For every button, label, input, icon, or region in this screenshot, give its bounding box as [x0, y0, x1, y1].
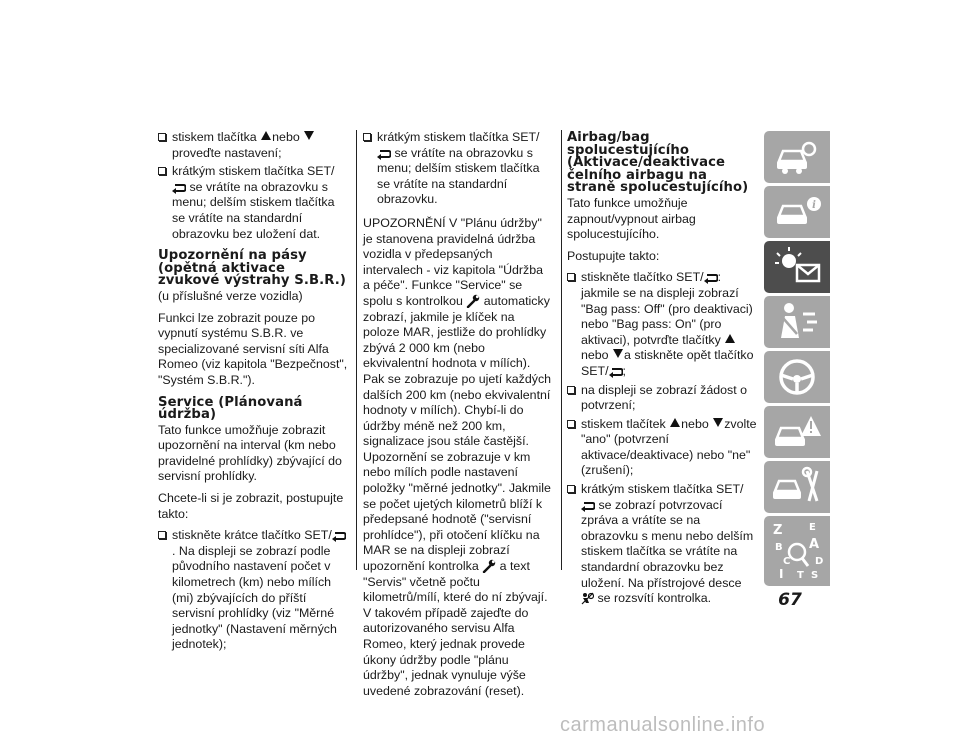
- text: stiskněte krátce tlačítko SET/: [172, 528, 332, 543]
- svg-text:Z: Z: [773, 523, 783, 538]
- list-item: krátkým stiskem tlačítka SET/ se zobrazí potvrzovací zpráva a vrátíte se na obrazovku s menu nebo delším stiskem tlačítka se vrátíte na standardní obrazovku bez uložení. Na přístrojové desce se rozsvítí kontrolka.: [567, 482, 757, 607]
- paragraph: Postupujte takto:: [567, 248, 660, 263]
- car-service-icon: [771, 465, 823, 509]
- svg-text:S: S: [811, 570, 819, 581]
- paragraph-notice: UPOZORNĚNÍ V "Plánu údržby" je stanovena pravidelná údržba vozidla v předepsaných intervalech - viz kapitola "Údržba a péče". Funkce "Service" se spolu s kontrolkou automaticky zobrazí, jakmile je klíček na poloze MAR, jestliže do prohlídky zbývá 2 000 km (nebo ekvivalentní hodnota v mílích). Pak se zobrazuje po ujetí každých dalších 200 km (nebo ekvivalentní hodnoty v mílích). Chybí-li do údržby méně než 200 km, signalizace jsou stále častější. Upozornění se zobrazuje v km nebo mílích podle nastavení položky "měrné jednotky". Jakmile se počet ujetých kilometrů blíží k předepsané hodnotě ("servisní prohlídce"), při otočení klíčku na MAR se na displeji zobrazí upozornění kontrolka a text "Servis" včetně počtu kilometrů/mílí, které do ní zbývají. V takovém případě zajeďte do autorizovaného servisu Alfa Romeo, který jednak provede úkony údržby podle "plánu údržby", jednak vynuluje výše uvedené zobrazování (reset).: [363, 215, 552, 698]
- tab-driving[interactable]: [764, 351, 830, 403]
- svg-text:D: D: [815, 556, 824, 567]
- arrow-up-icon: [261, 131, 271, 140]
- paragraph: Funkci lze zobrazit pouze po vypnutí systému S.B.R. ve specializované servisní síti Alfa Romeo (viz kapitola "Bezpečnost", "Systém S.B.R.").: [158, 310, 348, 387]
- page-number: 67: [778, 590, 802, 610]
- column-right: [567, 130, 757, 610]
- tab-emergency[interactable]: [764, 406, 830, 458]
- text: nebo: [272, 130, 300, 144]
- text: proveďte nastavení;: [172, 145, 282, 160]
- text: krátkým stiskem tlačítka SET/: [377, 130, 540, 144]
- column-left: [158, 130, 348, 656]
- text: krátkým stiskem tlačítka SET/: [172, 164, 335, 179]
- list-item: [158, 164, 348, 242]
- version-note: (u příslušné verze vozidla): [158, 288, 303, 303]
- svg-text:A: A: [809, 537, 820, 552]
- car-info-icon: [771, 190, 823, 234]
- paragraph: Chcete-li si je zobrazit, postupujte takto:: [158, 491, 344, 521]
- svg-text:T: T: [797, 570, 804, 581]
- wrench-icon: [482, 559, 496, 573]
- safety-belt-icon: [771, 300, 823, 344]
- svg-text:C: C: [783, 556, 791, 567]
- list-item: na displeji se zobrazí žádost o potvrzení;: [567, 383, 757, 414]
- section-heading-airbag: Airbag/bag spolucestujícího (Aktivace/deaktivace čelního airbagu na straně spolucestujícího): [567, 130, 749, 196]
- section-heading-belts: Upozornění na pásy (opětná aktivace zvukové výstrahy S.B.R.): [158, 248, 346, 289]
- text: se vrátíte na obrazovku s menu; delším stiskem tlačítka se vrátíte na standardní obrazovku.: [377, 145, 540, 207]
- tab-dashboard[interactable]: [764, 131, 830, 183]
- return-arrow-icon: [377, 150, 391, 160]
- arrow-down-icon: [613, 349, 623, 358]
- tab-index[interactable]: [764, 516, 830, 586]
- arrow-up-icon: [670, 418, 680, 427]
- text: . Na displeji se zobrazí podle původního nastavení počet v kilometrech (km) nebo mílích (mi) zbývajících do příští servisní prohlídky (viz "Měrné jednotky" (Nastavení měrných jednotek);: [172, 543, 337, 652]
- arrow-up-icon: [725, 334, 735, 343]
- warning-lights-icon: [771, 245, 823, 289]
- wrench-icon: [466, 294, 480, 308]
- svg-text:B: B: [775, 542, 783, 553]
- index-letters-icon: [771, 520, 827, 584]
- list-item: [158, 130, 348, 161]
- svg-text:i: i: [812, 200, 816, 211]
- text: se vrátíte na obrazovku s menu; delším stiskem tlačítka se vrátíte na standardní obrazovku bez uložení dat.: [172, 179, 335, 241]
- tab-maintenance[interactable]: [764, 461, 830, 513]
- return-arrow-icon: [609, 368, 623, 378]
- section-heading-service: Service (Plánovaná údržba): [158, 394, 303, 423]
- tab-warning-lights[interactable]: [764, 241, 830, 293]
- column-divider: [356, 130, 357, 570]
- steering-wheel-icon: [771, 355, 823, 399]
- return-arrow-icon: [172, 184, 186, 194]
- svg-text:E: E: [809, 522, 816, 533]
- airbag-off-icon: [581, 592, 594, 605]
- tab-safety[interactable]: [764, 296, 830, 348]
- watermark: carmanualsonline.info: [560, 714, 766, 736]
- paragraph: Tato funkce umožňuje zobrazit upozornění na interval (km nebo pravidelné prohlídky) zbývající do servisní prohlídky.: [158, 422, 342, 484]
- car-dashboard-icon: [771, 135, 823, 179]
- return-arrow-icon: [704, 274, 718, 284]
- tab-info[interactable]: [764, 186, 830, 238]
- return-arrow-icon: [332, 532, 346, 542]
- list-item: [158, 528, 348, 653]
- return-arrow-icon: [581, 502, 595, 512]
- text: stiskem tlačítka: [172, 130, 257, 144]
- svg-text:I: I: [779, 567, 784, 581]
- paragraph: Tato funkce umožňuje zapnout/vypnout airbag spolucestujícího.: [567, 195, 696, 242]
- list-item: stiskněte tlačítko SET/ : jakmile se na displeji zobrazí "Bag pass: Off" (pro deaktivaci) nebo "Bag pass: On" (pro aktivaci), potvrďte tlačítky nebo a stiskněte opět tlačítko SET/ ;: [567, 270, 757, 379]
- column-middle: [363, 130, 553, 705]
- car-warning-icon: [771, 410, 823, 454]
- arrow-down-icon: [304, 131, 314, 140]
- list-item: [363, 130, 553, 208]
- column-divider: [561, 130, 562, 570]
- arrow-down-icon: [713, 418, 723, 427]
- list-item: stiskem tlačítek nebo zvolte "ano" (potvrzení aktivace/deaktivace) nebo "ne" (zrušení);: [567, 417, 757, 479]
